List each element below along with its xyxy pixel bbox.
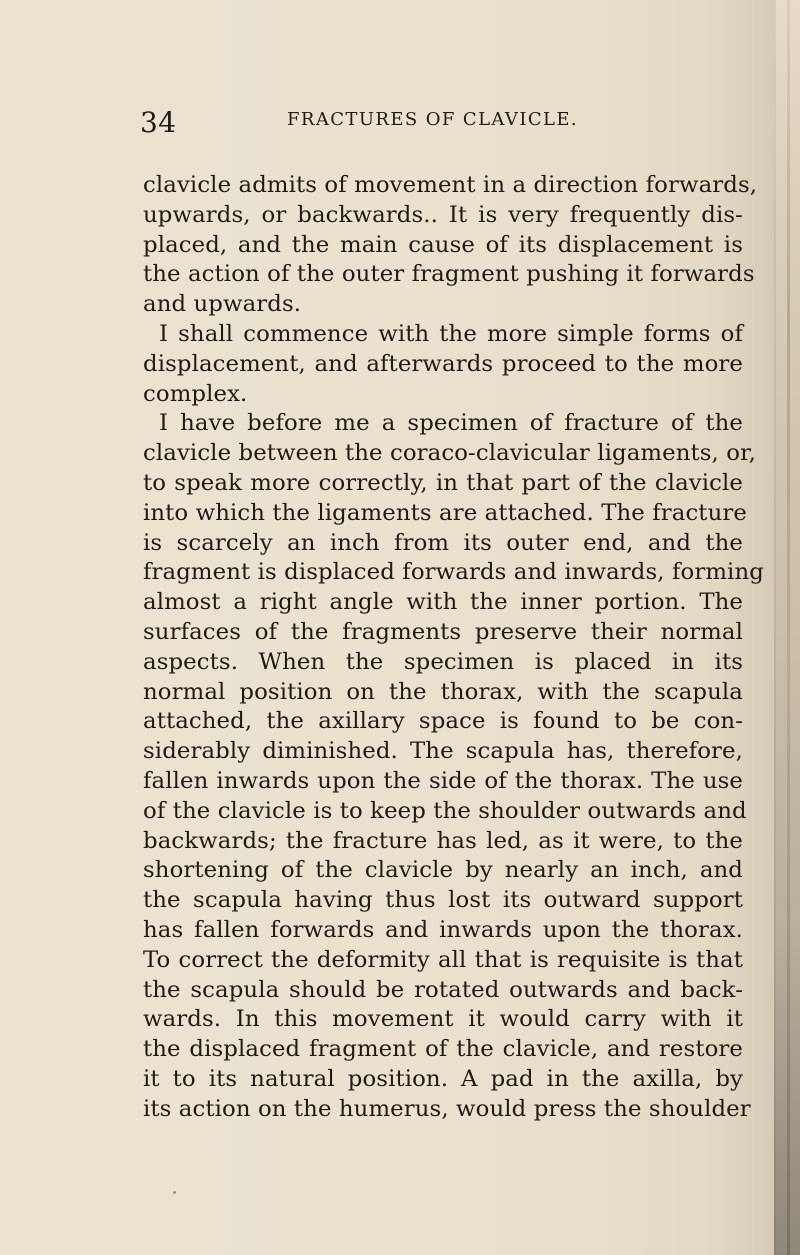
text-line-13: is scarcely an inch from its outer end, and the [143, 529, 743, 556]
text-line-19: attached, the axillary space is found to be con- [143, 708, 743, 735]
text-line-21: fallen inwards upon the side of the thorax. The use [143, 767, 743, 794]
text-line-29: wards. In this movement it would carry with it [143, 1006, 743, 1033]
text-line-12: into which the ligaments are attached. The fracture [143, 499, 747, 526]
text-line-24: shortening of the clavicle by nearly an inch, and [143, 857, 743, 884]
text-line-22: of the clavicle is to keep the shoulder outwards and [143, 797, 747, 824]
text-line-2: upwards, or backwards.. It is very frequently dis- [143, 201, 743, 228]
page-number: 34 [140, 106, 177, 139]
text-line-3: placed, and the main cause of its displacement is [143, 231, 743, 258]
text-line-11: to speak more correctly, in that part of the clavicle [143, 469, 743, 496]
text-line-7: displacement, and afterwards proceed to the more [143, 350, 743, 377]
text-line-16: surfaces of the fragments preserve their normal [143, 618, 743, 645]
text-line-5: and upwards. [143, 291, 302, 318]
text-line-31: it to its natural position. A pad in the axilla, by [143, 1065, 743, 1092]
text-line-9: I have before me a specimen of fracture of the [159, 410, 743, 437]
text-line-20: siderably diminished. The scapula has, therefore, [143, 738, 743, 765]
text-line-8: complex. [143, 380, 248, 407]
text-line-18: normal position on the thorax, with the scapula [143, 678, 743, 705]
running-head [140, 106, 740, 139]
paper-speck [173, 1191, 176, 1194]
text-line-25: the scapula having thus lost its outward support [143, 887, 743, 914]
text-line-6: I shall commence with the more simple forms of [159, 320, 743, 347]
text-line-15: almost a right angle with the inner portion. The [143, 589, 743, 616]
body-text [143, 171, 764, 1125]
running-title: FRACTURES OF CLAVICLE. [287, 109, 579, 130]
text-line-26: has fallen forwards and inwards upon the thorax. [143, 916, 743, 943]
text-line-28: the scapula should be rotated outwards and back- [143, 976, 743, 1003]
text-line-1: clavicle admits of movement in a direction forwards, [143, 172, 758, 198]
text-line-27: To correct the deformity all that is requisite is that [143, 946, 743, 973]
text-line-30: the displaced fragment of the clavicle, and restore [143, 1036, 743, 1063]
page-edge-shadow [787, 0, 790, 1255]
text-line-14: fragment is displaced forwards and inwards, forming [143, 559, 764, 586]
text-line-10: clavicle between the coraco-clavicular ligaments, or, [143, 440, 756, 467]
text-line-32: its action on the humerus, would press the shoulder [143, 1095, 751, 1122]
text-line-23: backwards; the fracture has led, as it were, to the [143, 827, 743, 854]
text-line-17: aspects. When the specimen is placed in its [143, 648, 743, 675]
text-line-4: the action of the outer fragment pushing it forwards [143, 261, 755, 288]
